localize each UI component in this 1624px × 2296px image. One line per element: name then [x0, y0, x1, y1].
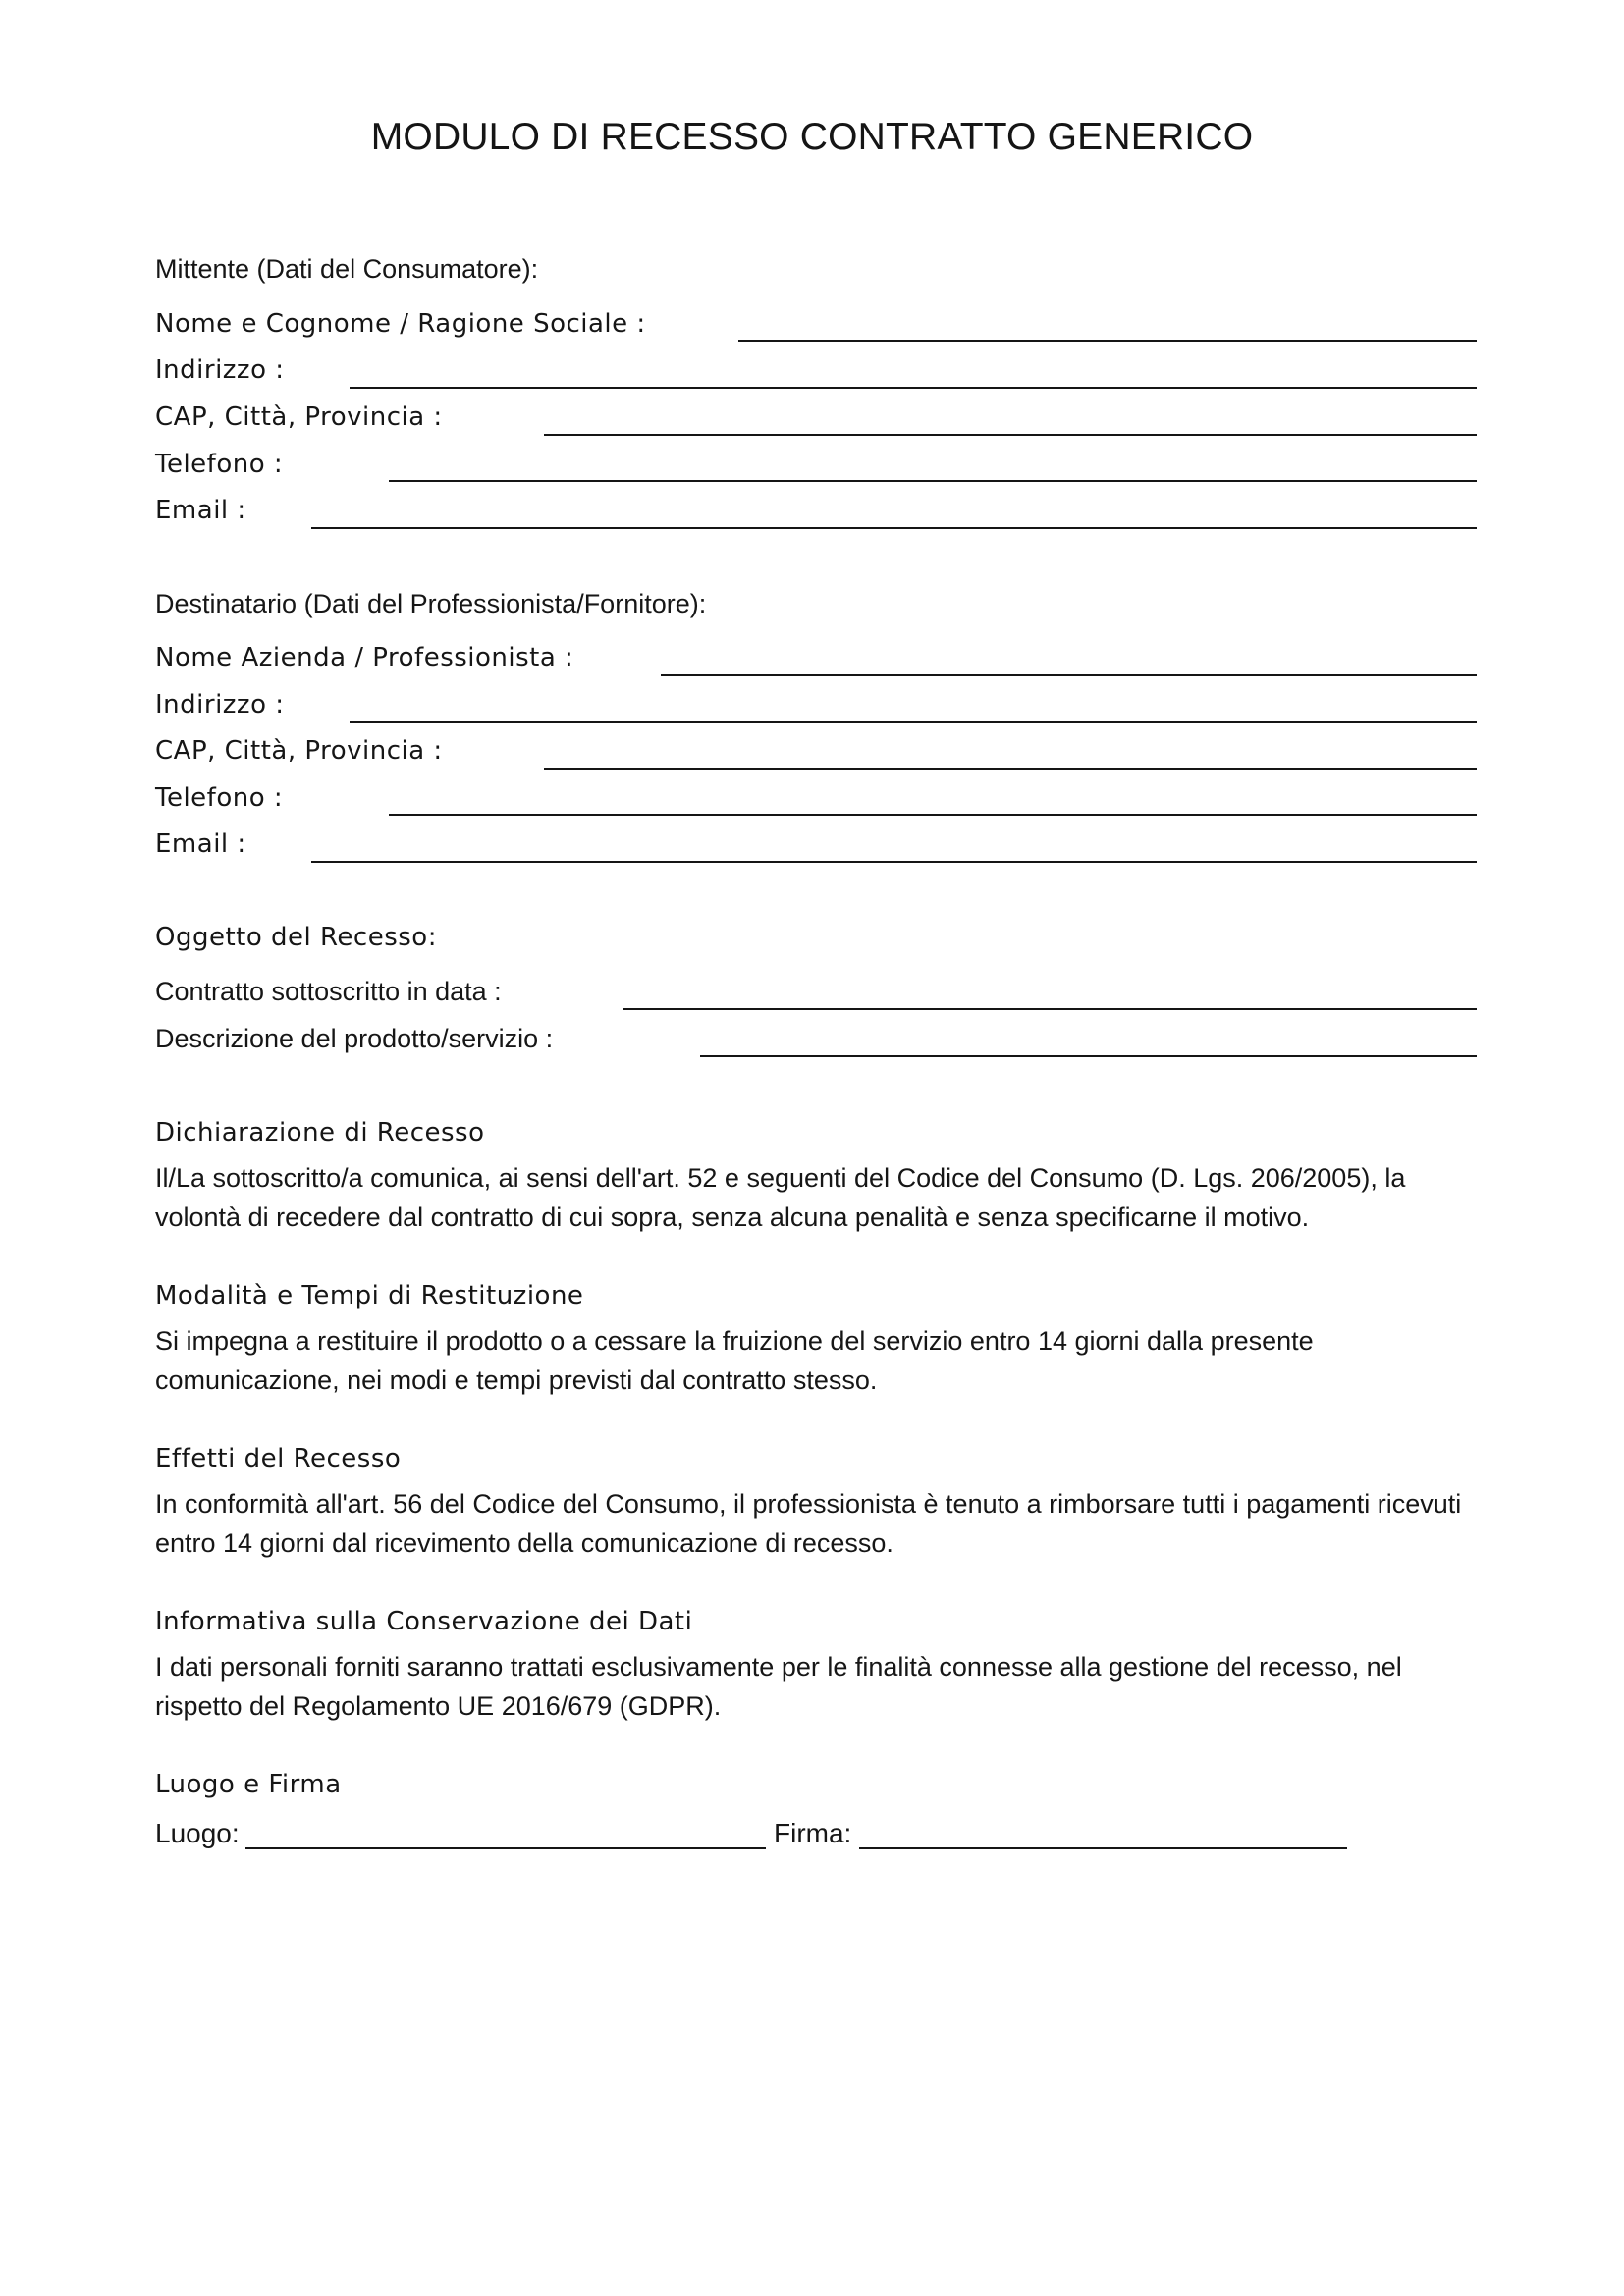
- destinatario-email-field[interactable]: [311, 861, 1477, 863]
- destinatario-phone-field[interactable]: [389, 814, 1477, 816]
- mittente-heading: Mittente (Dati del Consumatore):: [155, 254, 539, 284]
- section-heading-restituzione: Modalità e Tempi di Restituzione: [155, 1281, 584, 1310]
- firma-label: Firma:: [774, 1818, 852, 1848]
- mittente-city-label: CAP, Città, Provincia :: [155, 402, 443, 432]
- document-title: MODULO DI RECESSO CONTRATTO GENERICO: [370, 116, 1254, 158]
- destinatario-name-label: Nome Azienda / Professionista :: [155, 643, 574, 672]
- destinatario-address-field[interactable]: [350, 721, 1477, 723]
- signature-heading: Luogo e Firma: [155, 1770, 342, 1799]
- destinatario-city-label: CAP, Città, Provincia :: [155, 736, 443, 766]
- destinatario-phone-label: Telefono :: [155, 783, 284, 813]
- section-text-restituzione: Si impegna a restituire il prodotto o a cessare la fruizione del servizio entro 14 giorni dalla presente comunicazione, nei modi e tempi previsti dal contratto stesso.: [155, 1326, 1314, 1395]
- section-heading-dichiarazione: Dichiarazione di Recesso: [155, 1118, 485, 1148]
- mittente-phone-field[interactable]: [389, 480, 1477, 482]
- firma-field[interactable]: [859, 1847, 1347, 1849]
- oggetto-heading: Oggetto del Recesso:: [155, 923, 437, 952]
- destinatario-heading: Destinatario (Dati del Professionista/Fornitore):: [155, 589, 707, 618]
- destinatario-city-field[interactable]: [544, 768, 1477, 770]
- mittente-email-label: Email :: [155, 496, 246, 525]
- destinatario-name-field[interactable]: [661, 674, 1477, 676]
- luogo-label: Luogo:: [155, 1818, 240, 1848]
- destinatario-address-label: Indirizzo :: [155, 690, 285, 720]
- luogo-field[interactable]: [245, 1847, 766, 1849]
- mittente-email-field[interactable]: [311, 527, 1477, 529]
- contract-date-label: Contratto sottoscritto in data :: [155, 977, 502, 1006]
- product-description-label: Descrizione del prodotto/servizio :: [155, 1024, 554, 1053]
- mittente-address-label: Indirizzo :: [155, 355, 285, 385]
- mittente-phone-label: Telefono :: [155, 450, 284, 479]
- contract-date-field[interactable]: [623, 1008, 1477, 1010]
- section-text-privacy: I dati personali forniti saranno trattati esclusivamente per le finalità connesse alla gestione del recesso, nel rispetto del Regolamento UE 2016/679 (GDPR).: [155, 1652, 1402, 1721]
- mittente-name-field[interactable]: [738, 340, 1477, 342]
- section-heading-privacy: Informativa sulla Conservazione dei Dati: [155, 1607, 693, 1636]
- section-text-dichiarazione: Il/La sottoscritto/a comunica, ai sensi dell'art. 52 e seguenti del Codice del Consumo (D. Lgs. 206/2005), la volontà di recedere dal contratto di cui sopra, senza alcuna penalità e senza specificarne il motivo.: [155, 1163, 1406, 1232]
- section-heading-effetti: Effetti del Recesso: [155, 1444, 402, 1473]
- mittente-city-field[interactable]: [544, 434, 1477, 436]
- product-description-field[interactable]: [700, 1055, 1477, 1057]
- mittente-name-label: Nome e Cognome / Ragione Sociale :: [155, 309, 646, 339]
- destinatario-email-label: Email :: [155, 829, 246, 859]
- mittente-address-field[interactable]: [350, 387, 1477, 389]
- section-text-effetti: In conformità all'art. 56 del Codice del Consumo, il professionista è tenuto a rimborsare tutti i pagamenti ricevuti entro 14 giorni dal ricevimento della comunicazione di recesso.: [155, 1489, 1462, 1558]
